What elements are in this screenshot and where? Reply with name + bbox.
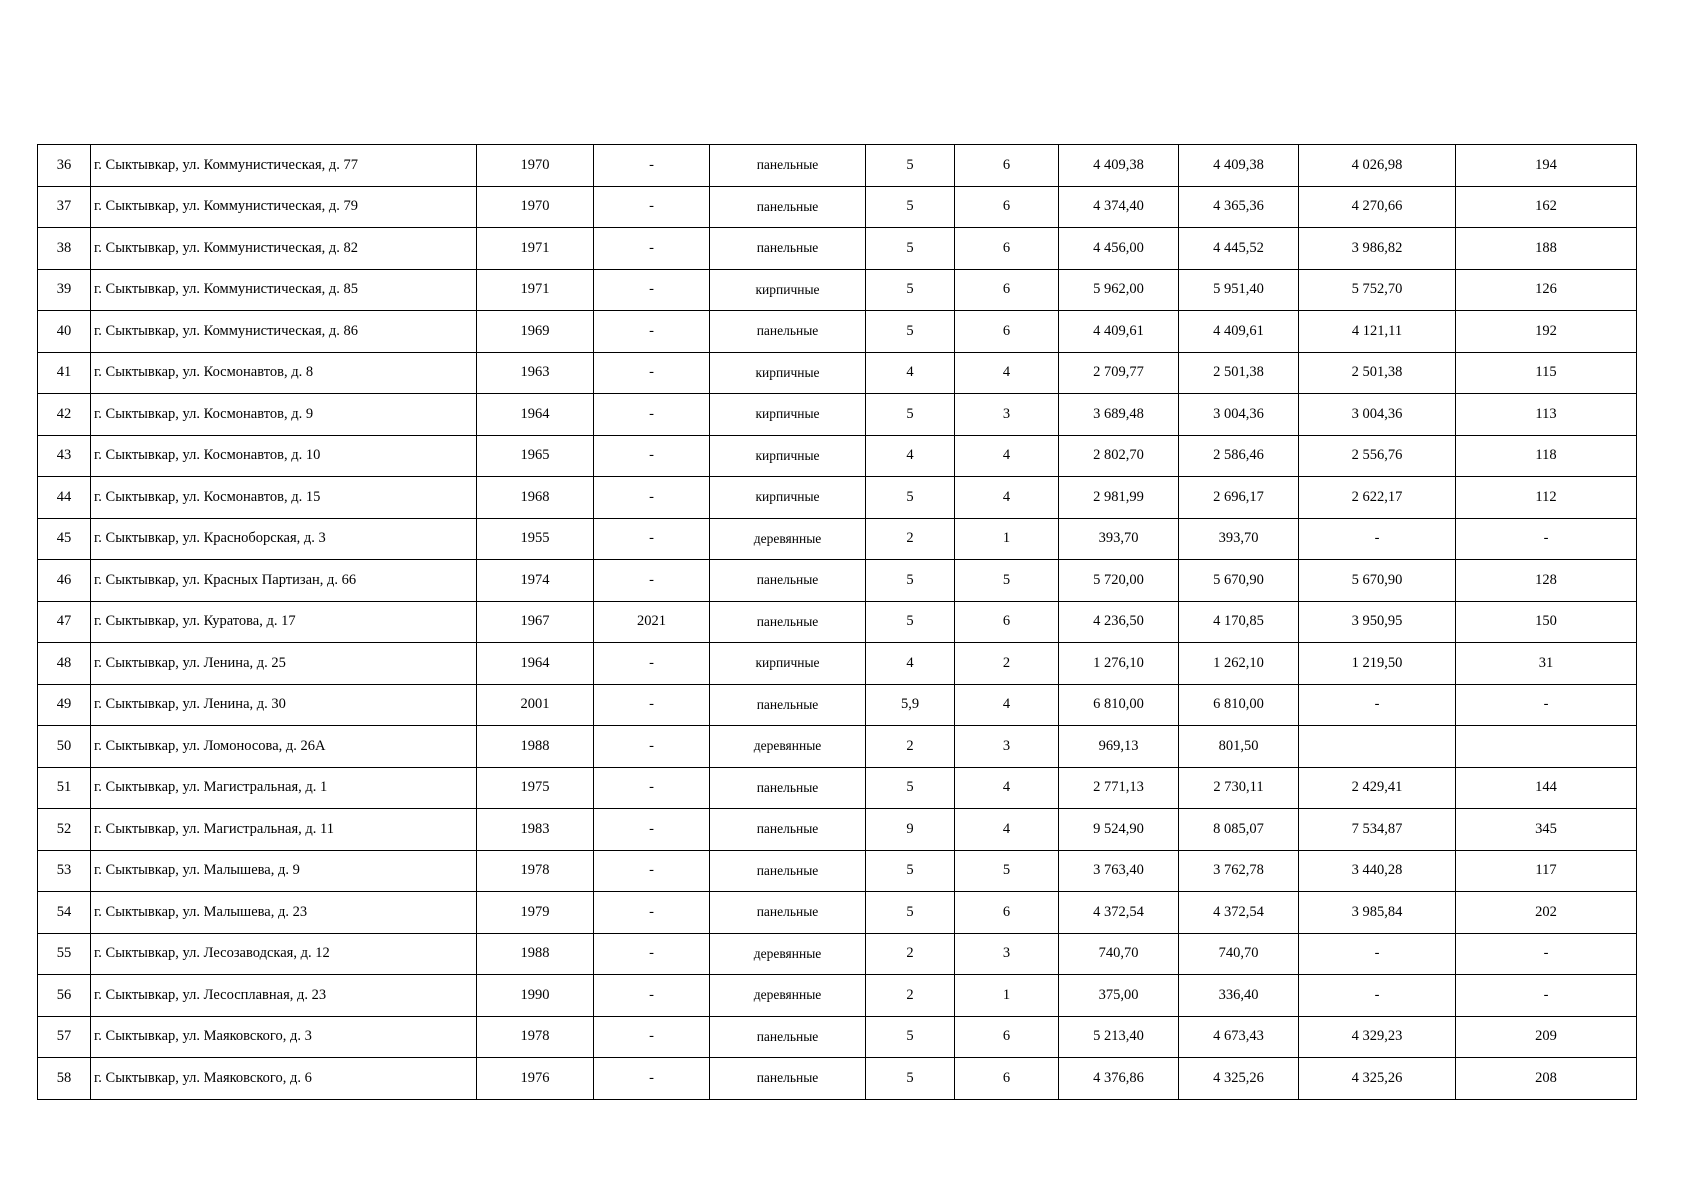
repair-year-cell: -: [594, 643, 710, 685]
row-number-cell: 54: [38, 892, 91, 934]
table-row: [38, 394, 1637, 436]
floors-cell: 5: [866, 1016, 955, 1058]
residential-area-cell: 3 985,84: [1299, 892, 1456, 934]
table-row: [38, 560, 1637, 602]
repair-year-cell: -: [594, 435, 710, 477]
row-number-cell: 52: [38, 809, 91, 851]
address-cell: г. Сыктывкар, ул. Маяковского, д. 6: [91, 1058, 477, 1100]
residents-cell: 188: [1456, 228, 1637, 270]
table-row: [38, 435, 1637, 477]
floors-cell: 5: [866, 601, 955, 643]
floors-cell: 5: [866, 228, 955, 270]
premises-area-cell: 5 951,40: [1179, 269, 1299, 311]
row-number-cell: 38: [38, 228, 91, 270]
total-area-cell: 6 810,00: [1059, 684, 1179, 726]
wall-material-cell: панельные: [710, 1016, 866, 1058]
repair-year-cell: -: [594, 1058, 710, 1100]
total-area-cell: 4 374,40: [1059, 186, 1179, 228]
floors-cell: 5: [866, 477, 955, 519]
address-cell: г. Сыктывкар, ул. Лесосплавная, д. 23: [91, 975, 477, 1017]
table-row: [38, 726, 1637, 768]
premises-area-cell: 4 673,43: [1179, 1016, 1299, 1058]
entrances-cell: 6: [955, 228, 1059, 270]
residential-area-cell: 3 950,95: [1299, 601, 1456, 643]
floors-cell: 5: [866, 186, 955, 228]
wall-material-cell: деревянные: [710, 518, 866, 560]
residential-area-cell: 4 026,98: [1299, 145, 1456, 187]
address-cell: г. Сыктывкар, ул. Космонавтов, д. 15: [91, 477, 477, 519]
residents-cell: 150: [1456, 601, 1637, 643]
wall-material-cell: панельные: [710, 145, 866, 187]
entrances-cell: 4: [955, 809, 1059, 851]
wall-material-cell: деревянные: [710, 933, 866, 975]
build-year-cell: 1964: [477, 394, 594, 436]
residents-cell: [1456, 726, 1637, 768]
address-cell: г. Сыктывкар, ул. Коммунистическая, д. 86: [91, 311, 477, 353]
premises-area-cell: 2 586,46: [1179, 435, 1299, 477]
entrances-cell: 4: [955, 352, 1059, 394]
table-row: [38, 601, 1637, 643]
residential-area-cell: 1 219,50: [1299, 643, 1456, 685]
table-row: [38, 518, 1637, 560]
build-year-cell: 1988: [477, 933, 594, 975]
build-year-cell: 1968: [477, 477, 594, 519]
address-cell: г. Сыктывкар, ул. Ленина, д. 25: [91, 643, 477, 685]
premises-area-cell: 2 501,38: [1179, 352, 1299, 394]
premises-area-cell: 740,70: [1179, 933, 1299, 975]
total-area-cell: 4 372,54: [1059, 892, 1179, 934]
table-row: [38, 684, 1637, 726]
table-row: [38, 145, 1637, 187]
floors-cell: 5: [866, 767, 955, 809]
address-cell: г. Сыктывкар, ул. Лесозаводская, д. 12: [91, 933, 477, 975]
residents-cell: 118: [1456, 435, 1637, 477]
wall-material-cell: кирпичные: [710, 352, 866, 394]
address-cell: г. Сыктывкар, ул. Красноборская, д. 3: [91, 518, 477, 560]
residential-area-cell: 2 556,76: [1299, 435, 1456, 477]
residents-cell: 208: [1456, 1058, 1637, 1100]
repair-year-cell: -: [594, 518, 710, 560]
total-area-cell: 5 720,00: [1059, 560, 1179, 602]
repair-year-cell: -: [594, 228, 710, 270]
table-row: [38, 850, 1637, 892]
wall-material-cell: панельные: [710, 684, 866, 726]
floors-cell: 5: [866, 394, 955, 436]
entrances-cell: 6: [955, 892, 1059, 934]
premises-area-cell: 2 696,17: [1179, 477, 1299, 519]
floors-cell: 2: [866, 518, 955, 560]
address-cell: г. Сыктывкар, ул. Малышева, д. 9: [91, 850, 477, 892]
floors-cell: 5: [866, 892, 955, 934]
entrances-cell: 2: [955, 643, 1059, 685]
entrances-cell: 6: [955, 145, 1059, 187]
entrances-cell: 3: [955, 394, 1059, 436]
residents-cell: 126: [1456, 269, 1637, 311]
residential-area-cell: 4 270,66: [1299, 186, 1456, 228]
address-cell: г. Сыктывкар, ул. Ленина, д. 30: [91, 684, 477, 726]
entrances-cell: 3: [955, 933, 1059, 975]
build-year-cell: 2001: [477, 684, 594, 726]
total-area-cell: 4 236,50: [1059, 601, 1179, 643]
row-number-cell: 42: [38, 394, 91, 436]
premises-area-cell: 5 670,90: [1179, 560, 1299, 602]
build-year-cell: 1978: [477, 1016, 594, 1058]
premises-area-cell: 4 409,38: [1179, 145, 1299, 187]
table-row: [38, 1016, 1637, 1058]
residential-area-cell: 3 986,82: [1299, 228, 1456, 270]
residents-cell: 117: [1456, 850, 1637, 892]
residential-area-cell: 5 670,90: [1299, 560, 1456, 602]
premises-area-cell: 8 085,07: [1179, 809, 1299, 851]
total-area-cell: 3 763,40: [1059, 850, 1179, 892]
row-number-cell: 50: [38, 726, 91, 768]
premises-area-cell: 4 445,52: [1179, 228, 1299, 270]
row-number-cell: 45: [38, 518, 91, 560]
build-year-cell: 1955: [477, 518, 594, 560]
row-number-cell: 56: [38, 975, 91, 1017]
residential-area-cell: -: [1299, 518, 1456, 560]
premises-area-cell: 6 810,00: [1179, 684, 1299, 726]
premises-area-cell: 3 762,78: [1179, 850, 1299, 892]
table-row: [38, 477, 1637, 519]
premises-area-cell: 801,50: [1179, 726, 1299, 768]
premises-area-cell: 3 004,36: [1179, 394, 1299, 436]
floors-cell: 5: [866, 560, 955, 602]
repair-year-cell: -: [594, 394, 710, 436]
total-area-cell: 5 213,40: [1059, 1016, 1179, 1058]
repair-year-cell: -: [594, 145, 710, 187]
total-area-cell: 2 709,77: [1059, 352, 1179, 394]
entrances-cell: 5: [955, 560, 1059, 602]
row-number-cell: 55: [38, 933, 91, 975]
premises-area-cell: 4 325,26: [1179, 1058, 1299, 1100]
wall-material-cell: панельные: [710, 850, 866, 892]
address-cell: г. Сыктывкар, ул. Космонавтов, д. 8: [91, 352, 477, 394]
wall-material-cell: панельные: [710, 1058, 866, 1100]
residential-area-cell: -: [1299, 684, 1456, 726]
repair-year-cell: -: [594, 933, 710, 975]
residents-cell: 115: [1456, 352, 1637, 394]
total-area-cell: 740,70: [1059, 933, 1179, 975]
build-year-cell: 1967: [477, 601, 594, 643]
premises-area-cell: 2 730,11: [1179, 767, 1299, 809]
repair-year-cell: -: [594, 311, 710, 353]
address-cell: г. Сыктывкар, ул. Магистральная, д. 1: [91, 767, 477, 809]
repair-year-cell: -: [594, 352, 710, 394]
residents-cell: 144: [1456, 767, 1637, 809]
row-number-cell: 58: [38, 1058, 91, 1100]
residential-area-cell: 2 622,17: [1299, 477, 1456, 519]
residents-cell: 162: [1456, 186, 1637, 228]
row-number-cell: 48: [38, 643, 91, 685]
address-cell: г. Сыктывкар, ул. Коммунистическая, д. 82: [91, 228, 477, 270]
wall-material-cell: панельные: [710, 809, 866, 851]
address-cell: г. Сыктывкар, ул. Красных Партизан, д. 66: [91, 560, 477, 602]
residential-area-cell: 4 325,26: [1299, 1058, 1456, 1100]
build-year-cell: 1976: [477, 1058, 594, 1100]
table-row: [38, 767, 1637, 809]
floors-cell: 5: [866, 311, 955, 353]
floors-cell: 4: [866, 352, 955, 394]
wall-material-cell: панельные: [710, 560, 866, 602]
entrances-cell: 6: [955, 311, 1059, 353]
total-area-cell: 2 771,13: [1059, 767, 1179, 809]
wall-material-cell: кирпичные: [710, 435, 866, 477]
build-year-cell: 1988: [477, 726, 594, 768]
table-row: [38, 228, 1637, 270]
build-year-cell: 1978: [477, 850, 594, 892]
entrances-cell: 6: [955, 269, 1059, 311]
wall-material-cell: кирпичные: [710, 643, 866, 685]
address-cell: г. Сыктывкар, ул. Коммунистическая, д. 79: [91, 186, 477, 228]
entrances-cell: 1: [955, 975, 1059, 1017]
address-cell: г. Сыктывкар, ул. Магистральная, д. 11: [91, 809, 477, 851]
residential-area-cell: 4 121,11: [1299, 311, 1456, 353]
repair-year-cell: -: [594, 809, 710, 851]
residents-cell: 345: [1456, 809, 1637, 851]
housing-registry-table: [37, 144, 1637, 1100]
wall-material-cell: панельные: [710, 767, 866, 809]
repair-year-cell: -: [594, 767, 710, 809]
premises-area-cell: 4 365,36: [1179, 186, 1299, 228]
residential-area-cell: 3 004,36: [1299, 394, 1456, 436]
total-area-cell: 375,00: [1059, 975, 1179, 1017]
address-cell: г. Сыктывкар, ул. Маяковского, д. 3: [91, 1016, 477, 1058]
floors-cell: 5: [866, 145, 955, 187]
table-row: [38, 809, 1637, 851]
total-area-cell: 4 456,00: [1059, 228, 1179, 270]
residential-area-cell: -: [1299, 975, 1456, 1017]
build-year-cell: 1965: [477, 435, 594, 477]
floors-cell: 9: [866, 809, 955, 851]
address-cell: г. Сыктывкар, ул. Малышева, д. 23: [91, 892, 477, 934]
repair-year-cell: 2021: [594, 601, 710, 643]
row-number-cell: 44: [38, 477, 91, 519]
residential-area-cell: [1299, 726, 1456, 768]
total-area-cell: 4 409,38: [1059, 145, 1179, 187]
entrances-cell: 6: [955, 186, 1059, 228]
total-area-cell: 4 409,61: [1059, 311, 1179, 353]
total-area-cell: 393,70: [1059, 518, 1179, 560]
table-row: [38, 975, 1637, 1017]
build-year-cell: 1971: [477, 269, 594, 311]
premises-area-cell: 4 372,54: [1179, 892, 1299, 934]
repair-year-cell: -: [594, 186, 710, 228]
repair-year-cell: -: [594, 1016, 710, 1058]
total-area-cell: 1 276,10: [1059, 643, 1179, 685]
total-area-cell: 2 981,99: [1059, 477, 1179, 519]
residents-cell: -: [1456, 518, 1637, 560]
residents-cell: 202: [1456, 892, 1637, 934]
build-year-cell: 1970: [477, 186, 594, 228]
premises-area-cell: 1 262,10: [1179, 643, 1299, 685]
premises-area-cell: 393,70: [1179, 518, 1299, 560]
table-row: [38, 643, 1637, 685]
table-row: [38, 352, 1637, 394]
residential-area-cell: 5 752,70: [1299, 269, 1456, 311]
premises-area-cell: 4 170,85: [1179, 601, 1299, 643]
row-number-cell: 51: [38, 767, 91, 809]
build-year-cell: 1964: [477, 643, 594, 685]
floors-cell: 2: [866, 975, 955, 1017]
wall-material-cell: панельные: [710, 601, 866, 643]
floors-cell: 5: [866, 269, 955, 311]
build-year-cell: 1970: [477, 145, 594, 187]
address-cell: г. Сыктывкар, ул. Космонавтов, д. 10: [91, 435, 477, 477]
wall-material-cell: панельные: [710, 892, 866, 934]
wall-material-cell: кирпичные: [710, 477, 866, 519]
row-number-cell: 43: [38, 435, 91, 477]
build-year-cell: 1971: [477, 228, 594, 270]
residents-cell: -: [1456, 684, 1637, 726]
build-year-cell: 1974: [477, 560, 594, 602]
entrances-cell: 4: [955, 767, 1059, 809]
residential-area-cell: 7 534,87: [1299, 809, 1456, 851]
total-area-cell: 3 689,48: [1059, 394, 1179, 436]
residents-cell: 194: [1456, 145, 1637, 187]
repair-year-cell: -: [594, 684, 710, 726]
floors-cell: 4: [866, 435, 955, 477]
residential-area-cell: -: [1299, 933, 1456, 975]
total-area-cell: 2 802,70: [1059, 435, 1179, 477]
address-cell: г. Сыктывкар, ул. Куратова, д. 17: [91, 601, 477, 643]
wall-material-cell: панельные: [710, 186, 866, 228]
address-cell: г. Сыктывкар, ул. Коммунистическая, д. 85: [91, 269, 477, 311]
repair-year-cell: -: [594, 850, 710, 892]
row-number-cell: 39: [38, 269, 91, 311]
entrances-cell: 6: [955, 1058, 1059, 1100]
address-cell: г. Сыктывкар, ул. Космонавтов, д. 9: [91, 394, 477, 436]
address-cell: г. Сыктывкар, ул. Ломоносова, д. 26А: [91, 726, 477, 768]
row-number-cell: 36: [38, 145, 91, 187]
build-year-cell: 1975: [477, 767, 594, 809]
entrances-cell: 3: [955, 726, 1059, 768]
entrances-cell: 6: [955, 1016, 1059, 1058]
repair-year-cell: -: [594, 726, 710, 768]
premises-area-cell: 336,40: [1179, 975, 1299, 1017]
total-area-cell: 5 962,00: [1059, 269, 1179, 311]
residents-cell: 31: [1456, 643, 1637, 685]
repair-year-cell: -: [594, 892, 710, 934]
entrances-cell: 5: [955, 850, 1059, 892]
entrances-cell: 4: [955, 435, 1059, 477]
residents-cell: 209: [1456, 1016, 1637, 1058]
residential-area-cell: 2 501,38: [1299, 352, 1456, 394]
total-area-cell: 969,13: [1059, 726, 1179, 768]
table-row: [38, 269, 1637, 311]
row-number-cell: 53: [38, 850, 91, 892]
entrances-cell: 4: [955, 477, 1059, 519]
row-number-cell: 46: [38, 560, 91, 602]
residents-cell: -: [1456, 975, 1637, 1017]
row-number-cell: 41: [38, 352, 91, 394]
table-row: [38, 186, 1637, 228]
wall-material-cell: панельные: [710, 228, 866, 270]
wall-material-cell: панельные: [710, 311, 866, 353]
residential-area-cell: 4 329,23: [1299, 1016, 1456, 1058]
row-number-cell: 37: [38, 186, 91, 228]
residents-cell: 112: [1456, 477, 1637, 519]
wall-material-cell: деревянные: [710, 975, 866, 1017]
floors-cell: 4: [866, 643, 955, 685]
residents-cell: 128: [1456, 560, 1637, 602]
table-row: [38, 933, 1637, 975]
build-year-cell: 1983: [477, 809, 594, 851]
floors-cell: 2: [866, 933, 955, 975]
entrances-cell: 1: [955, 518, 1059, 560]
residents-cell: 113: [1456, 394, 1637, 436]
address-cell: г. Сыктывкар, ул. Коммунистическая, д. 77: [91, 145, 477, 187]
row-number-cell: 47: [38, 601, 91, 643]
repair-year-cell: -: [594, 269, 710, 311]
entrances-cell: 4: [955, 684, 1059, 726]
row-number-cell: 40: [38, 311, 91, 353]
residential-area-cell: 2 429,41: [1299, 767, 1456, 809]
floors-cell: 5: [866, 850, 955, 892]
table-row: [38, 1058, 1637, 1100]
total-area-cell: 4 376,86: [1059, 1058, 1179, 1100]
build-year-cell: 1990: [477, 975, 594, 1017]
floors-cell: 2: [866, 726, 955, 768]
wall-material-cell: кирпичные: [710, 394, 866, 436]
row-number-cell: 57: [38, 1016, 91, 1058]
table-row: [38, 311, 1637, 353]
premises-area-cell: 4 409,61: [1179, 311, 1299, 353]
wall-material-cell: деревянные: [710, 726, 866, 768]
residents-cell: 192: [1456, 311, 1637, 353]
residential-area-cell: 3 440,28: [1299, 850, 1456, 892]
wall-material-cell: кирпичные: [710, 269, 866, 311]
row-number-cell: 49: [38, 684, 91, 726]
floors-cell: 5,9: [866, 684, 955, 726]
repair-year-cell: -: [594, 975, 710, 1017]
entrances-cell: 6: [955, 601, 1059, 643]
table-row: [38, 892, 1637, 934]
build-year-cell: 1963: [477, 352, 594, 394]
total-area-cell: 9 524,90: [1059, 809, 1179, 851]
repair-year-cell: -: [594, 477, 710, 519]
floors-cell: 5: [866, 1058, 955, 1100]
repair-year-cell: -: [594, 560, 710, 602]
table-body: [38, 145, 1637, 1100]
build-year-cell: 1969: [477, 311, 594, 353]
build-year-cell: 1979: [477, 892, 594, 934]
residents-cell: -: [1456, 933, 1637, 975]
